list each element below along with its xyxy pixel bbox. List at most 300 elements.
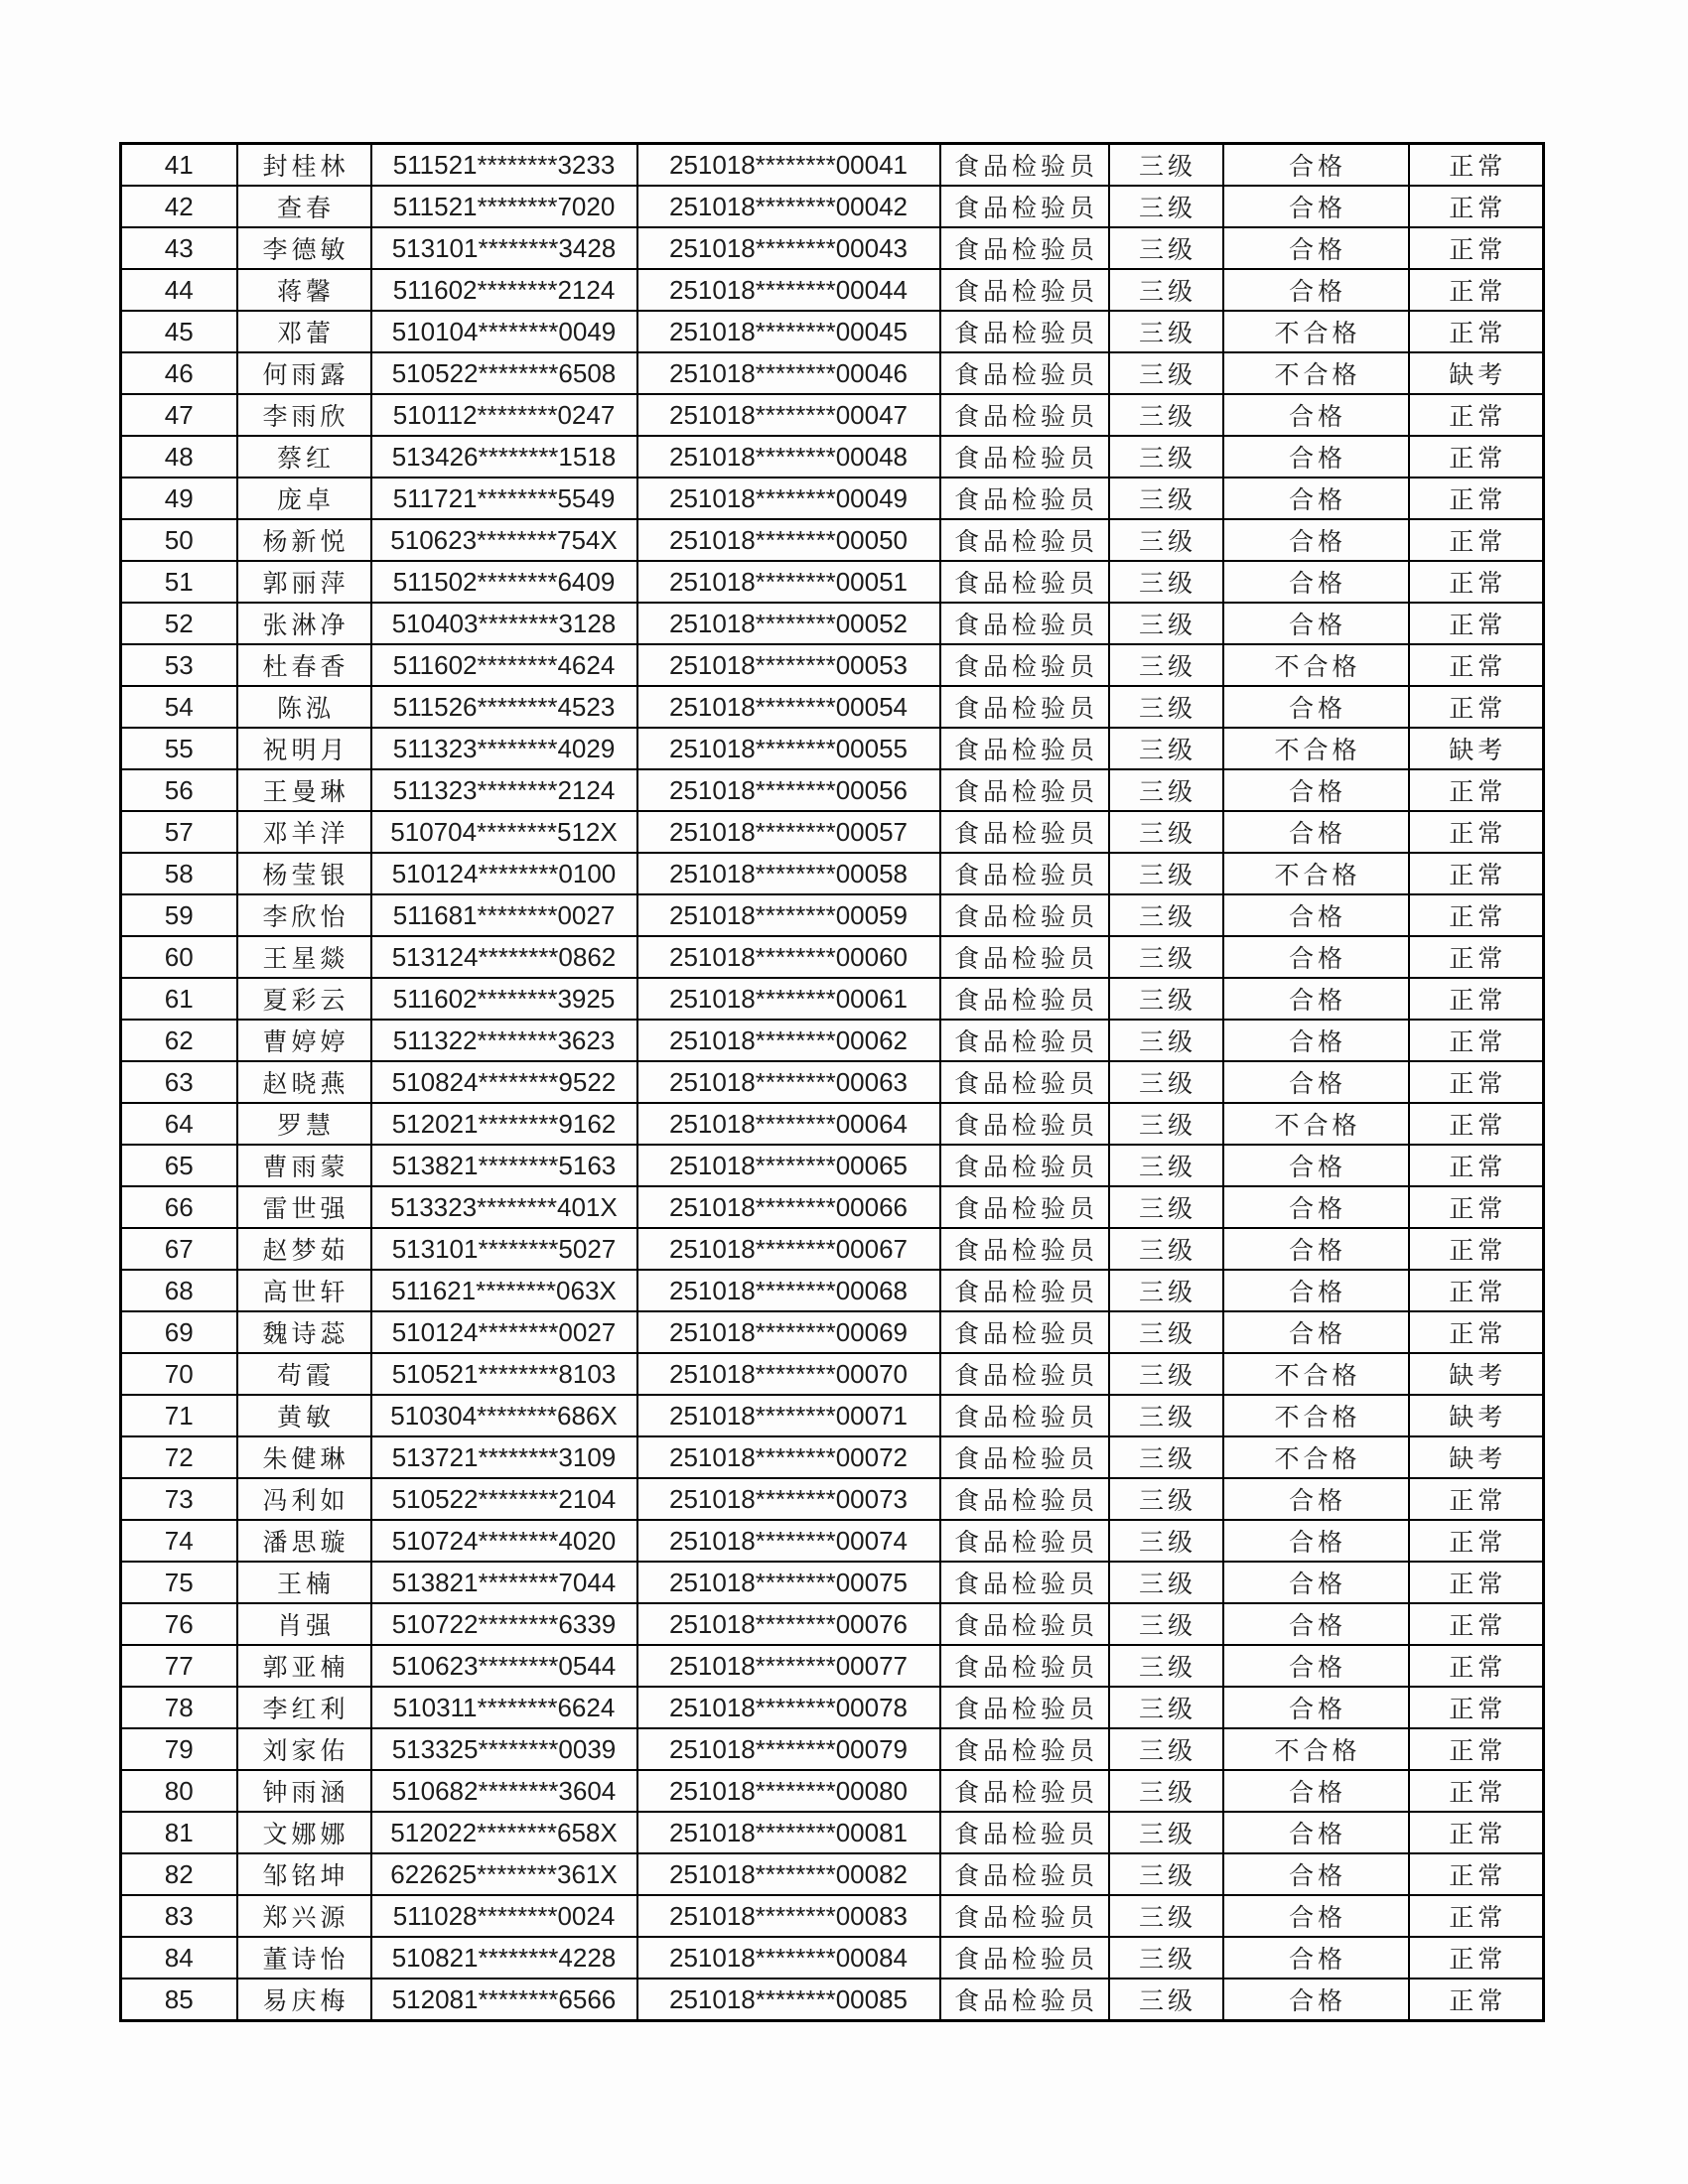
name-cell: 曹雨蒙 — [237, 1145, 371, 1186]
seq-cell: 63 — [121, 1061, 237, 1103]
cert-number-cell: 251018********00041 — [637, 144, 940, 187]
name-cell: 钟雨涵 — [237, 1770, 371, 1812]
table-row — [121, 436, 1544, 478]
status-cell: 正常 — [1409, 853, 1544, 894]
level-cell: 三级 — [1109, 1353, 1223, 1395]
name-cell: 王曼琳 — [237, 769, 371, 811]
level-cell: 三级 — [1109, 1061, 1223, 1103]
level-cell: 三级 — [1109, 1436, 1223, 1478]
id-number-cell: 511602********3925 — [371, 978, 637, 1020]
level-cell: 三级 — [1109, 853, 1223, 894]
cert-number-cell: 251018********00060 — [637, 936, 940, 978]
seq-cell: 57 — [121, 811, 237, 853]
seq-cell: 64 — [121, 1103, 237, 1145]
status-cell: 缺考 — [1409, 1353, 1544, 1395]
id-number-cell: 510521********8103 — [371, 1353, 637, 1395]
occupation-cell: 食品检验员 — [940, 853, 1109, 894]
occupation-cell: 食品检验员 — [940, 1436, 1109, 1478]
id-number-cell: 510124********0100 — [371, 853, 637, 894]
name-cell: 封桂林 — [237, 144, 371, 187]
id-number-cell: 513325********0039 — [371, 1728, 637, 1770]
table-row — [121, 1770, 1544, 1812]
seq-cell: 59 — [121, 894, 237, 936]
cert-number-cell: 251018********00082 — [637, 1853, 940, 1895]
seq-cell: 77 — [121, 1645, 237, 1687]
occupation-cell: 食品检验员 — [940, 1937, 1109, 1979]
occupation-cell: 食品检验员 — [940, 644, 1109, 686]
result-cell: 不合格 — [1223, 1395, 1409, 1436]
table-row — [121, 1937, 1544, 1979]
result-cell: 不合格 — [1223, 311, 1409, 352]
name-cell: 杨新悦 — [237, 519, 371, 561]
result-cell: 不合格 — [1223, 728, 1409, 769]
table-row — [121, 769, 1544, 811]
status-cell: 正常 — [1409, 1895, 1544, 1937]
name-cell: 祝明月 — [237, 728, 371, 769]
level-cell: 三级 — [1109, 1812, 1223, 1853]
occupation-cell: 食品检验员 — [940, 1228, 1109, 1270]
status-cell: 正常 — [1409, 561, 1544, 603]
id-number-cell: 510722********6339 — [371, 1603, 637, 1645]
seq-cell: 76 — [121, 1603, 237, 1645]
id-number-cell: 511681********0027 — [371, 894, 637, 936]
level-cell: 三级 — [1109, 1562, 1223, 1603]
name-cell: 何雨露 — [237, 352, 371, 394]
level-cell: 三级 — [1109, 1186, 1223, 1228]
seq-cell: 46 — [121, 352, 237, 394]
occupation-cell: 食品检验员 — [940, 1728, 1109, 1770]
level-cell: 三级 — [1109, 186, 1223, 227]
status-cell: 正常 — [1409, 1520, 1544, 1562]
cert-number-cell: 251018********00083 — [637, 1895, 940, 1937]
seq-cell: 50 — [121, 519, 237, 561]
table-row — [121, 1103, 1544, 1145]
level-cell: 三级 — [1109, 1478, 1223, 1520]
status-cell: 正常 — [1409, 811, 1544, 853]
name-cell: 黄敏 — [237, 1395, 371, 1436]
seq-cell: 78 — [121, 1687, 237, 1728]
seq-cell: 47 — [121, 394, 237, 436]
id-number-cell: 513821********5163 — [371, 1145, 637, 1186]
result-cell: 合格 — [1223, 1478, 1409, 1520]
level-cell: 三级 — [1109, 1770, 1223, 1812]
table-row — [121, 1395, 1544, 1436]
name-cell: 李德敏 — [237, 227, 371, 269]
level-cell: 三级 — [1109, 269, 1223, 311]
name-cell: 雷世强 — [237, 1186, 371, 1228]
result-cell: 合格 — [1223, 519, 1409, 561]
result-cell: 不合格 — [1223, 1353, 1409, 1395]
result-cell: 不合格 — [1223, 352, 1409, 394]
table-row — [121, 603, 1544, 644]
result-cell: 合格 — [1223, 603, 1409, 644]
table-row — [121, 311, 1544, 352]
cert-number-cell: 251018********00047 — [637, 394, 940, 436]
status-cell: 缺考 — [1409, 352, 1544, 394]
cert-number-cell: 251018********00053 — [637, 644, 940, 686]
level-cell: 三级 — [1109, 603, 1223, 644]
cert-number-cell: 251018********00051 — [637, 561, 940, 603]
level-cell: 三级 — [1109, 1728, 1223, 1770]
status-cell: 正常 — [1409, 227, 1544, 269]
status-cell: 正常 — [1409, 269, 1544, 311]
occupation-cell: 食品检验员 — [940, 1853, 1109, 1895]
status-cell: 正常 — [1409, 978, 1544, 1020]
result-cell: 不合格 — [1223, 1103, 1409, 1145]
level-cell: 三级 — [1109, 144, 1223, 187]
name-cell: 易庆梅 — [237, 1979, 371, 2021]
name-cell: 冯利如 — [237, 1478, 371, 1520]
level-cell: 三级 — [1109, 1270, 1223, 1311]
result-cell: 合格 — [1223, 186, 1409, 227]
table-row — [121, 644, 1544, 686]
id-number-cell: 510403********3128 — [371, 603, 637, 644]
occupation-cell: 食品检验员 — [940, 227, 1109, 269]
occupation-cell: 食品检验员 — [940, 1770, 1109, 1812]
table-row — [121, 686, 1544, 728]
cert-number-cell: 251018********00069 — [637, 1311, 940, 1353]
level-cell: 三级 — [1109, 1687, 1223, 1728]
occupation-cell: 食品检验员 — [940, 894, 1109, 936]
occupation-cell: 食品检验员 — [940, 352, 1109, 394]
result-cell: 合格 — [1223, 478, 1409, 519]
name-cell: 蒋馨 — [237, 269, 371, 311]
seq-cell: 45 — [121, 311, 237, 352]
name-cell: 郭亚楠 — [237, 1645, 371, 1687]
table-row — [121, 478, 1544, 519]
cert-number-cell: 251018********00058 — [637, 853, 940, 894]
seq-cell: 71 — [121, 1395, 237, 1436]
name-cell: 杜春香 — [237, 644, 371, 686]
status-cell: 正常 — [1409, 478, 1544, 519]
level-cell: 三级 — [1109, 1645, 1223, 1687]
seq-cell: 44 — [121, 269, 237, 311]
occupation-cell: 食品检验员 — [940, 1186, 1109, 1228]
cert-number-cell: 251018********00048 — [637, 436, 940, 478]
name-cell: 王楠 — [237, 1562, 371, 1603]
occupation-cell: 食品检验员 — [940, 478, 1109, 519]
id-number-cell: 510304********686X — [371, 1395, 637, 1436]
id-number-cell: 510522********2104 — [371, 1478, 637, 1520]
seq-cell: 80 — [121, 1770, 237, 1812]
id-number-cell: 622625********361X — [371, 1853, 637, 1895]
result-cell: 不合格 — [1223, 1728, 1409, 1770]
seq-cell: 81 — [121, 1812, 237, 1853]
occupation-cell: 食品检验员 — [940, 1895, 1109, 1937]
level-cell: 三级 — [1109, 1937, 1223, 1979]
table-row — [121, 1478, 1544, 1520]
name-cell: 陈泓 — [237, 686, 371, 728]
result-cell: 不合格 — [1223, 644, 1409, 686]
result-cell: 合格 — [1223, 561, 1409, 603]
id-number-cell: 513124********0862 — [371, 936, 637, 978]
level-cell: 三级 — [1109, 1603, 1223, 1645]
id-number-cell: 510821********4228 — [371, 1937, 637, 1979]
table-row — [121, 1853, 1544, 1895]
result-cell: 合格 — [1223, 1603, 1409, 1645]
name-cell: 夏彩云 — [237, 978, 371, 1020]
name-cell: 文娜娜 — [237, 1812, 371, 1853]
status-cell: 正常 — [1409, 686, 1544, 728]
id-number-cell: 513721********3109 — [371, 1436, 637, 1478]
level-cell: 三级 — [1109, 1395, 1223, 1436]
seq-cell: 73 — [121, 1478, 237, 1520]
occupation-cell: 食品检验员 — [940, 686, 1109, 728]
cert-number-cell: 251018********00045 — [637, 311, 940, 352]
result-cell: 不合格 — [1223, 853, 1409, 894]
level-cell: 三级 — [1109, 811, 1223, 853]
table-row — [121, 894, 1544, 936]
seq-cell: 60 — [121, 936, 237, 978]
cert-number-cell: 251018********00057 — [637, 811, 940, 853]
id-number-cell: 510124********0027 — [371, 1311, 637, 1353]
cert-number-cell: 251018********00074 — [637, 1520, 940, 1562]
table-row — [121, 728, 1544, 769]
id-number-cell: 511502********6409 — [371, 561, 637, 603]
id-number-cell: 511521********3233 — [371, 144, 637, 187]
id-number-cell: 510704********512X — [371, 811, 637, 853]
occupation-cell: 食品检验员 — [940, 728, 1109, 769]
id-number-cell: 511621********063X — [371, 1270, 637, 1311]
result-cell: 合格 — [1223, 269, 1409, 311]
cert-number-cell: 251018********00049 — [637, 478, 940, 519]
result-cell: 合格 — [1223, 1979, 1409, 2021]
id-number-cell: 510522********6508 — [371, 352, 637, 394]
id-number-cell: 513101********3428 — [371, 227, 637, 269]
id-number-cell: 513821********7044 — [371, 1562, 637, 1603]
occupation-cell: 食品检验员 — [940, 1520, 1109, 1562]
exam-results-table — [119, 142, 1545, 2022]
id-number-cell: 510104********0049 — [371, 311, 637, 352]
result-cell: 合格 — [1223, 936, 1409, 978]
seq-cell: 68 — [121, 1270, 237, 1311]
cert-number-cell: 251018********00043 — [637, 227, 940, 269]
status-cell: 正常 — [1409, 1478, 1544, 1520]
seq-cell: 70 — [121, 1353, 237, 1395]
status-cell: 正常 — [1409, 936, 1544, 978]
cert-number-cell: 251018********00075 — [637, 1562, 940, 1603]
table-row — [121, 561, 1544, 603]
status-cell: 正常 — [1409, 1603, 1544, 1645]
id-number-cell: 513426********1518 — [371, 436, 637, 478]
seq-cell: 74 — [121, 1520, 237, 1562]
level-cell: 三级 — [1109, 1311, 1223, 1353]
result-cell: 不合格 — [1223, 1436, 1409, 1478]
occupation-cell: 食品检验员 — [940, 769, 1109, 811]
table-row — [121, 227, 1544, 269]
result-cell: 合格 — [1223, 1020, 1409, 1061]
level-cell: 三级 — [1109, 1853, 1223, 1895]
level-cell: 三级 — [1109, 1520, 1223, 1562]
id-number-cell: 512022********658X — [371, 1812, 637, 1853]
name-cell: 邹铭坤 — [237, 1853, 371, 1895]
level-cell: 三级 — [1109, 769, 1223, 811]
id-number-cell: 511323********4029 — [371, 728, 637, 769]
level-cell: 三级 — [1109, 1145, 1223, 1186]
level-cell: 三级 — [1109, 1895, 1223, 1937]
cert-number-cell: 251018********00073 — [637, 1478, 940, 1520]
id-number-cell: 513101********5027 — [371, 1228, 637, 1270]
name-cell: 肖强 — [237, 1603, 371, 1645]
document-sheet — [119, 142, 1545, 2022]
status-cell: 正常 — [1409, 1853, 1544, 1895]
status-cell: 正常 — [1409, 1103, 1544, 1145]
seq-cell: 51 — [121, 561, 237, 603]
name-cell: 杨莹银 — [237, 853, 371, 894]
table-row — [121, 1353, 1544, 1395]
id-number-cell: 510311********6624 — [371, 1687, 637, 1728]
status-cell: 正常 — [1409, 1562, 1544, 1603]
result-cell: 合格 — [1223, 1228, 1409, 1270]
level-cell: 三级 — [1109, 686, 1223, 728]
cert-number-cell: 251018********00064 — [637, 1103, 940, 1145]
seq-cell: 62 — [121, 1020, 237, 1061]
level-cell: 三级 — [1109, 561, 1223, 603]
level-cell: 三级 — [1109, 1228, 1223, 1270]
name-cell: 王星燚 — [237, 936, 371, 978]
cert-number-cell: 251018********00056 — [637, 769, 940, 811]
level-cell: 三级 — [1109, 936, 1223, 978]
result-cell: 合格 — [1223, 1937, 1409, 1979]
status-cell: 正常 — [1409, 1645, 1544, 1687]
table-row — [121, 269, 1544, 311]
occupation-cell: 食品检验员 — [940, 1061, 1109, 1103]
cert-number-cell: 251018********00055 — [637, 728, 940, 769]
name-cell: 董诗怡 — [237, 1937, 371, 1979]
level-cell: 三级 — [1109, 352, 1223, 394]
cert-number-cell: 251018********00062 — [637, 1020, 940, 1061]
cert-number-cell: 251018********00042 — [637, 186, 940, 227]
occupation-cell: 食品检验员 — [940, 1562, 1109, 1603]
result-cell: 合格 — [1223, 811, 1409, 853]
occupation-cell: 食品检验员 — [940, 394, 1109, 436]
result-cell: 合格 — [1223, 1645, 1409, 1687]
status-cell: 正常 — [1409, 1937, 1544, 1979]
status-cell: 正常 — [1409, 603, 1544, 644]
cert-number-cell: 251018********00072 — [637, 1436, 940, 1478]
name-cell: 苟霞 — [237, 1353, 371, 1395]
seq-cell: 67 — [121, 1228, 237, 1270]
name-cell: 李雨欣 — [237, 394, 371, 436]
seq-cell: 79 — [121, 1728, 237, 1770]
status-cell: 正常 — [1409, 644, 1544, 686]
status-cell: 正常 — [1409, 894, 1544, 936]
cert-number-cell: 251018********00052 — [637, 603, 940, 644]
level-cell: 三级 — [1109, 436, 1223, 478]
seq-cell: 58 — [121, 853, 237, 894]
cert-number-cell: 251018********00081 — [637, 1812, 940, 1853]
occupation-cell: 食品检验员 — [940, 1020, 1109, 1061]
result-cell: 合格 — [1223, 1311, 1409, 1353]
seq-cell: 49 — [121, 478, 237, 519]
cert-number-cell: 251018********00066 — [637, 1186, 940, 1228]
cert-number-cell: 251018********00076 — [637, 1603, 940, 1645]
name-cell: 刘家佑 — [237, 1728, 371, 1770]
result-cell: 合格 — [1223, 227, 1409, 269]
occupation-cell: 食品检验员 — [940, 1478, 1109, 1520]
status-cell: 正常 — [1409, 1145, 1544, 1186]
result-cell: 合格 — [1223, 1770, 1409, 1812]
seq-cell: 72 — [121, 1436, 237, 1478]
level-cell: 三级 — [1109, 519, 1223, 561]
seq-cell: 84 — [121, 1937, 237, 1979]
seq-cell: 65 — [121, 1145, 237, 1186]
seq-cell: 52 — [121, 603, 237, 644]
cert-number-cell: 251018********00063 — [637, 1061, 940, 1103]
result-cell: 合格 — [1223, 1145, 1409, 1186]
name-cell: 赵晓燕 — [237, 1061, 371, 1103]
name-cell: 高世轩 — [237, 1270, 371, 1311]
id-number-cell: 511526********4523 — [371, 686, 637, 728]
result-cell: 合格 — [1223, 894, 1409, 936]
occupation-cell: 食品检验员 — [940, 603, 1109, 644]
id-number-cell: 511028********0024 — [371, 1895, 637, 1937]
name-cell: 邓蕾 — [237, 311, 371, 352]
id-number-cell: 511602********4624 — [371, 644, 637, 686]
seq-cell: 85 — [121, 1979, 237, 2021]
result-cell: 合格 — [1223, 1061, 1409, 1103]
cert-number-cell: 251018********00067 — [637, 1228, 940, 1270]
cert-number-cell: 251018********00044 — [637, 269, 940, 311]
result-cell: 合格 — [1223, 144, 1409, 187]
status-cell: 缺考 — [1409, 1395, 1544, 1436]
id-number-cell: 513323********401X — [371, 1186, 637, 1228]
result-cell: 合格 — [1223, 1186, 1409, 1228]
status-cell: 正常 — [1409, 1311, 1544, 1353]
result-cell: 合格 — [1223, 1895, 1409, 1937]
status-cell: 正常 — [1409, 1061, 1544, 1103]
occupation-cell: 食品检验员 — [940, 561, 1109, 603]
status-cell: 正常 — [1409, 1687, 1544, 1728]
cert-number-cell: 251018********00054 — [637, 686, 940, 728]
cert-number-cell: 251018********00068 — [637, 1270, 940, 1311]
status-cell: 正常 — [1409, 1228, 1544, 1270]
seq-cell: 66 — [121, 1186, 237, 1228]
level-cell: 三级 — [1109, 1979, 1223, 2021]
status-cell: 正常 — [1409, 1186, 1544, 1228]
level-cell: 三级 — [1109, 478, 1223, 519]
cert-number-cell: 251018********00050 — [637, 519, 940, 561]
status-cell: 正常 — [1409, 186, 1544, 227]
occupation-cell: 食品检验员 — [940, 1353, 1109, 1395]
status-cell: 正常 — [1409, 1020, 1544, 1061]
name-cell: 曹婷婷 — [237, 1020, 371, 1061]
name-cell: 张淋净 — [237, 603, 371, 644]
table-row — [121, 1311, 1544, 1353]
occupation-cell: 食品检验员 — [940, 1979, 1109, 2021]
cert-number-cell: 251018********00084 — [637, 1937, 940, 1979]
table-row — [121, 1061, 1544, 1103]
status-cell: 正常 — [1409, 1979, 1544, 2021]
name-cell: 郭丽萍 — [237, 561, 371, 603]
seq-cell: 42 — [121, 186, 237, 227]
seq-cell: 83 — [121, 1895, 237, 1937]
occupation-cell: 食品检验员 — [940, 811, 1109, 853]
seq-cell: 75 — [121, 1562, 237, 1603]
occupation-cell: 食品检验员 — [940, 436, 1109, 478]
id-number-cell: 511323********2124 — [371, 769, 637, 811]
seq-cell: 82 — [121, 1853, 237, 1895]
name-cell: 潘思璇 — [237, 1520, 371, 1562]
name-cell: 蔡红 — [237, 436, 371, 478]
id-number-cell: 510824********9522 — [371, 1061, 637, 1103]
result-cell: 合格 — [1223, 686, 1409, 728]
status-cell: 正常 — [1409, 1812, 1544, 1853]
level-cell: 三级 — [1109, 1103, 1223, 1145]
status-cell: 正常 — [1409, 436, 1544, 478]
name-cell: 赵梦茹 — [237, 1228, 371, 1270]
occupation-cell: 食品检验员 — [940, 1603, 1109, 1645]
